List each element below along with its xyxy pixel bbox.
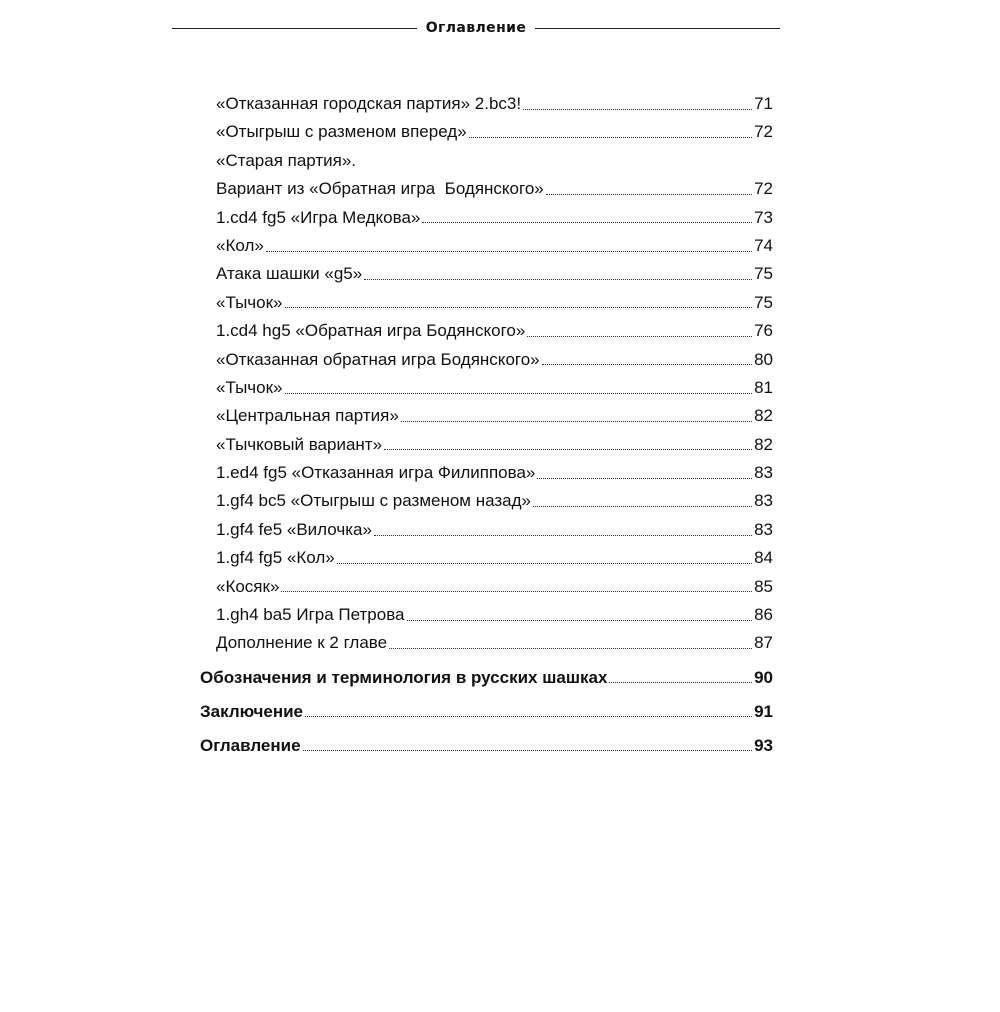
toc-entry-title: 1.cd4 hg5 «Обратная игра Бодянского» xyxy=(216,321,526,341)
toc-section-title: Заключение xyxy=(200,701,303,721)
table-of-contents xyxy=(0,90,1000,763)
toc-entry-title: «Отыгрыш с разменом вперед» xyxy=(216,122,467,142)
toc-entry xyxy=(216,289,773,317)
dot-leader xyxy=(527,336,752,337)
toc-entry xyxy=(216,204,773,232)
dot-leader xyxy=(533,506,752,507)
toc-entry-page: 82 xyxy=(754,434,773,454)
dot-leader xyxy=(384,449,752,450)
toc-entry xyxy=(216,431,773,459)
toc-entry-page: 82 xyxy=(754,406,773,426)
toc-entry-title: «Отказанная городская партия» 2.bc3! xyxy=(216,94,522,113)
toc-entry xyxy=(216,260,773,288)
dot-leader xyxy=(537,478,752,479)
dot-leader xyxy=(285,393,753,394)
dot-leader xyxy=(523,109,752,110)
header-rule-right xyxy=(535,28,780,29)
toc-entry-page: 74 xyxy=(754,235,773,255)
toc-entry-page: 85 xyxy=(754,576,773,596)
toc-entry-title: «Тычковый вариант» xyxy=(216,434,383,454)
toc-entry-page: 72 xyxy=(754,179,773,199)
toc-entry-page: 83 xyxy=(754,491,773,511)
dot-leader xyxy=(337,563,752,564)
toc-section-title: Обозначения и терминология в русских шашках xyxy=(200,667,608,687)
toc-entry xyxy=(216,402,773,430)
toc-entry-page: 84 xyxy=(754,548,773,568)
toc-entry-page: 87 xyxy=(754,633,773,653)
dot-leader xyxy=(389,648,752,649)
toc-entry-page: 72 xyxy=(754,122,773,142)
toc-entry-page: 71 xyxy=(754,94,773,113)
toc-entry-title: 1.gf4 bc5 «Отыгрыш с разменом назад» xyxy=(216,491,531,511)
toc-entry xyxy=(216,544,773,572)
toc-entry-title: «Тычок» xyxy=(216,292,283,312)
dot-leader xyxy=(281,591,752,592)
toc-entry xyxy=(216,317,773,345)
toc-section-title: Оглавление xyxy=(200,735,301,755)
toc-entry xyxy=(216,374,773,402)
toc-entry-title: 1.ed4 fg5 «Отказанная игра Филиппова» xyxy=(216,463,536,483)
dot-leader xyxy=(364,279,752,280)
toc-entry xyxy=(216,459,773,487)
toc-entry-page: 86 xyxy=(754,605,773,625)
toc-entry-page: 83 xyxy=(754,519,773,539)
toc-section xyxy=(200,695,773,729)
toc-entry xyxy=(216,232,773,260)
toc-entry xyxy=(216,487,773,515)
toc-entry-title: 1.gh4 ba5 Игра Петрова xyxy=(216,605,405,625)
toc-entry-page: 76 xyxy=(754,321,773,341)
toc-entry-title: «Косяк» xyxy=(216,576,280,596)
toc-entry xyxy=(216,175,773,203)
dot-leader xyxy=(546,194,752,195)
dot-leader xyxy=(609,682,752,683)
dot-leader xyxy=(469,137,752,138)
header-title: Оглавление xyxy=(425,20,527,36)
toc-entry-title: Атака шашки «g5» xyxy=(216,264,363,284)
toc-entry xyxy=(216,629,773,657)
toc-entry-title: «Старая партия». xyxy=(216,150,357,170)
toc-entry-title: 1.cd4 fg5 «Игра Медкова» xyxy=(216,207,421,227)
toc-entry-title: «Центральная партия» xyxy=(216,406,399,426)
toc-entry-page: 75 xyxy=(754,264,773,284)
toc-entry-title: «Кол» xyxy=(216,235,264,255)
dot-leader xyxy=(542,364,752,365)
toc-entry xyxy=(216,573,773,601)
toc-entry xyxy=(216,516,773,544)
dot-leader xyxy=(285,307,753,308)
dot-leader xyxy=(422,222,752,223)
dot-leader xyxy=(407,620,753,621)
dot-leader xyxy=(303,750,753,751)
toc-entry-title: 1.gf4 fg5 «Кол» xyxy=(216,548,335,568)
running-header xyxy=(172,17,780,39)
toc-section xyxy=(200,661,773,695)
toc-entry-page: 75 xyxy=(754,292,773,312)
toc-entry-title: «Тычок» xyxy=(216,377,283,397)
dot-leader xyxy=(305,716,752,717)
toc-entry-title: «Отказанная обратная игра Бодянского» xyxy=(216,349,540,369)
toc-entry xyxy=(216,346,773,374)
dot-leader xyxy=(374,535,752,536)
toc-entry-page: 83 xyxy=(754,463,773,483)
dot-leader xyxy=(401,421,752,422)
toc-section-page: 90 xyxy=(754,667,773,687)
toc-entry xyxy=(216,601,773,629)
dot-leader xyxy=(266,251,752,252)
toc-entry-page: 73 xyxy=(754,207,773,227)
toc-entry xyxy=(216,90,773,118)
toc-section xyxy=(200,729,773,763)
toc-entry xyxy=(216,147,773,175)
toc-entry-title: 1.gf4 fe5 «Вилочка» xyxy=(216,519,372,539)
toc-entry xyxy=(216,118,773,146)
toc-section-page: 91 xyxy=(754,701,773,721)
toc-entry-title: Вариант из «Обратная игра Бодянского» xyxy=(216,179,544,199)
toc-entry-page: 81 xyxy=(754,377,773,397)
toc-section-page: 93 xyxy=(754,735,773,755)
toc-entry-title: Дополнение к 2 главе xyxy=(216,633,388,653)
header-rule-left xyxy=(172,28,417,29)
toc-entry-page: 80 xyxy=(754,349,773,369)
